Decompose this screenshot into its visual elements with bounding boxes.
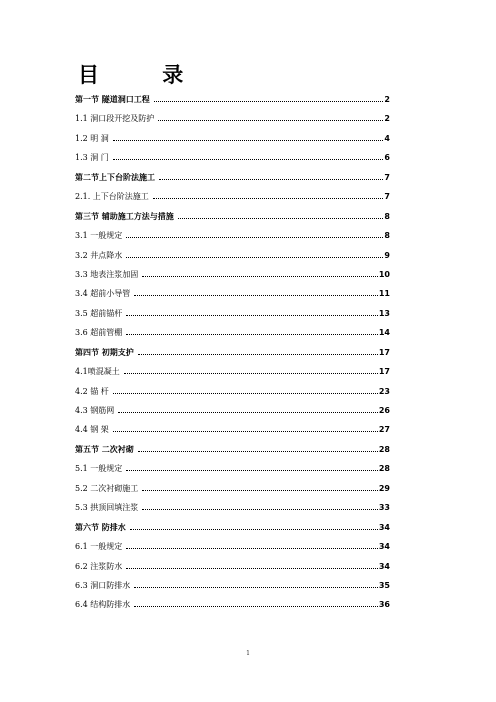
- toc-dot-leader: [126, 548, 378, 549]
- toc-subsection-entry[interactable]: [75, 133, 390, 152]
- toc-subsection-entry[interactable]: [75, 288, 390, 307]
- toc-entry-page-number: 23: [378, 386, 390, 396]
- toc-entry-page-number: 10: [378, 269, 390, 279]
- toc-entry-label: 2.1. 上下台阶法施工: [75, 192, 149, 202]
- toc-entry-label: 第三节 辅助施工方法与措施: [75, 211, 174, 221]
- toc-entry-label: 第四节 初期支护: [75, 347, 134, 357]
- toc-dot-leader: [158, 120, 383, 121]
- toc-entry-label: 4.1喷混凝土: [75, 367, 120, 377]
- toc-subsection-entry[interactable]: [75, 502, 390, 521]
- toc-subsection-entry[interactable]: [75, 483, 390, 502]
- toc-entry-label: 4.2 锚 杆: [75, 386, 109, 396]
- toc-dot-leader: [159, 179, 383, 180]
- toc-subsection-entry[interactable]: [75, 599, 390, 618]
- toc-entry-label: 4.4 钢 架: [75, 425, 109, 435]
- toc-entry-page-number: 8: [384, 211, 390, 221]
- toc-entry-label: 6.3 洞口防排水: [75, 580, 131, 590]
- toc-entry-page-number: 28: [378, 464, 390, 474]
- toc-entry-page-number: 36: [378, 600, 390, 610]
- toc-entry-page-number: 8: [384, 231, 390, 241]
- toc-entry-page-number: 34: [378, 522, 390, 532]
- toc-dot-leader: [113, 140, 384, 141]
- toc-subsection-entry[interactable]: [75, 561, 390, 580]
- toc-entry-page-number: 14: [378, 328, 390, 338]
- toc-dot-leader: [154, 101, 384, 102]
- toc-entry-label: 3.3 地表注浆加固: [75, 269, 139, 279]
- toc-entry-page-number: 2: [384, 95, 390, 104]
- toc-entry-page-number: 26: [378, 406, 390, 415]
- toc-subsection-entry[interactable]: [75, 191, 390, 210]
- toc-entry-page-number: 7: [384, 192, 390, 202]
- toc-subsection-entry[interactable]: [75, 152, 390, 171]
- toc-entry-label: 5.2 二次衬砌施工: [75, 483, 139, 493]
- toc-entry-page-number: 13: [378, 308, 390, 318]
- toc-entry-label: 6.1 一般规定: [75, 542, 123, 552]
- toc-entry-label: 第一节 隧道洞口工程: [75, 95, 150, 104]
- toc-section-entry[interactable]: [75, 172, 390, 191]
- toc-section-entry[interactable]: [75, 444, 390, 463]
- toc-list: [75, 94, 390, 619]
- toc-title: 目 录: [78, 63, 212, 87]
- toc-dot-leader: [126, 334, 378, 335]
- toc-section-entry[interactable]: [75, 522, 390, 541]
- toc-entry-label: 5.3 拱顶回填注浆: [75, 503, 139, 513]
- toc-entry-label: 3.1 一般规定: [75, 231, 123, 241]
- toc-section-entry[interactable]: [75, 94, 390, 113]
- toc-entry-label: 6.4 结构防排水: [75, 600, 131, 610]
- toc-entry-label: 1.3 洞 门: [75, 153, 109, 163]
- toc-entry-page-number: 35: [378, 580, 390, 590]
- toc-entry-page-number: 33: [378, 503, 390, 513]
- toc-entry-page-number: 17: [378, 347, 390, 357]
- toc-entry-page-number: 7: [384, 172, 390, 182]
- toc-entry-label: 6.2 注浆防水: [75, 561, 123, 571]
- toc-entry-page-number: 2: [384, 114, 390, 124]
- toc-entry-page-number: 11: [378, 289, 390, 299]
- page-number: 1: [246, 650, 250, 657]
- toc-subsection-entry[interactable]: [75, 308, 390, 327]
- toc-subsection-entry[interactable]: [75, 424, 390, 443]
- toc-entry-label: 1.1 洞口段开挖及防护: [75, 114, 155, 124]
- toc-dot-leader: [126, 257, 383, 258]
- toc-entry-label: 3.4 超前小导管: [75, 289, 131, 299]
- toc-entry-page-number: 9: [384, 250, 390, 260]
- toc-entry-page-number: 17: [378, 367, 390, 377]
- toc-subsection-entry[interactable]: [75, 386, 390, 405]
- toc-subsection-entry[interactable]: [75, 230, 390, 249]
- toc-dot-leader: [134, 295, 378, 296]
- toc-dot-leader: [138, 354, 378, 355]
- toc-subsection-entry[interactable]: [75, 250, 390, 269]
- toc-subsection-entry[interactable]: [75, 269, 390, 288]
- toc-dot-leader: [134, 606, 378, 607]
- toc-subsection-entry[interactable]: [75, 463, 390, 482]
- toc-section-entry[interactable]: [75, 347, 390, 366]
- toc-dot-leader: [142, 509, 378, 510]
- toc-subsection-entry[interactable]: [75, 541, 390, 560]
- toc-entry-label: 1.2 明 洞: [75, 133, 109, 143]
- toc-subsection-entry[interactable]: [75, 580, 390, 599]
- toc-dot-leader: [126, 568, 378, 569]
- toc-entry-label: 3.2 井点降水: [75, 250, 123, 260]
- toc-dot-leader: [142, 276, 378, 277]
- toc-entry-label: 第二节上下台阶法施工: [75, 172, 155, 182]
- toc-dot-leader: [113, 393, 378, 394]
- toc-entry-page-number: 6: [384, 153, 390, 163]
- toc-dot-leader: [126, 315, 378, 316]
- toc-dot-leader: [126, 237, 383, 238]
- toc-dot-leader: [130, 529, 378, 530]
- toc-dot-leader: [113, 431, 378, 432]
- toc-entry-label: 第五节 二次衬砌: [75, 444, 134, 454]
- toc-subsection-entry[interactable]: [75, 327, 390, 346]
- toc-section-entry[interactable]: [75, 211, 390, 230]
- toc-subsection-entry[interactable]: [75, 405, 390, 424]
- toc-entry-label: 3.5 超前锚杆: [75, 308, 123, 318]
- toc-entry-label: 4.3 钢筋网: [75, 406, 115, 415]
- toc-dot-leader: [178, 218, 384, 219]
- toc-dot-leader: [138, 451, 378, 452]
- toc-entry-label: 第六节 防排水: [75, 522, 126, 532]
- toc-entry-label: 5.1 一般规定: [75, 464, 123, 474]
- toc-entry-page-number: 4: [384, 133, 390, 143]
- toc-subsection-entry[interactable]: [75, 113, 390, 132]
- toc-dot-leader: [134, 587, 378, 588]
- toc-subsection-entry[interactable]: [75, 366, 390, 385]
- toc-entry-label: 3.6 超前管棚: [75, 328, 123, 338]
- toc-dot-leader: [118, 412, 378, 413]
- toc-dot-leader: [126, 470, 378, 471]
- toc-entry-page-number: 27: [378, 425, 390, 435]
- toc-entry-page-number: 29: [378, 483, 390, 493]
- toc-dot-leader: [153, 198, 384, 199]
- toc-dot-leader: [124, 373, 378, 374]
- toc-entry-page-number: 28: [378, 444, 390, 454]
- toc-dot-leader: [142, 490, 378, 491]
- toc-entry-page-number: 34: [378, 542, 390, 552]
- toc-entry-page-number: 34: [378, 561, 390, 571]
- toc-dot-leader: [113, 159, 384, 160]
